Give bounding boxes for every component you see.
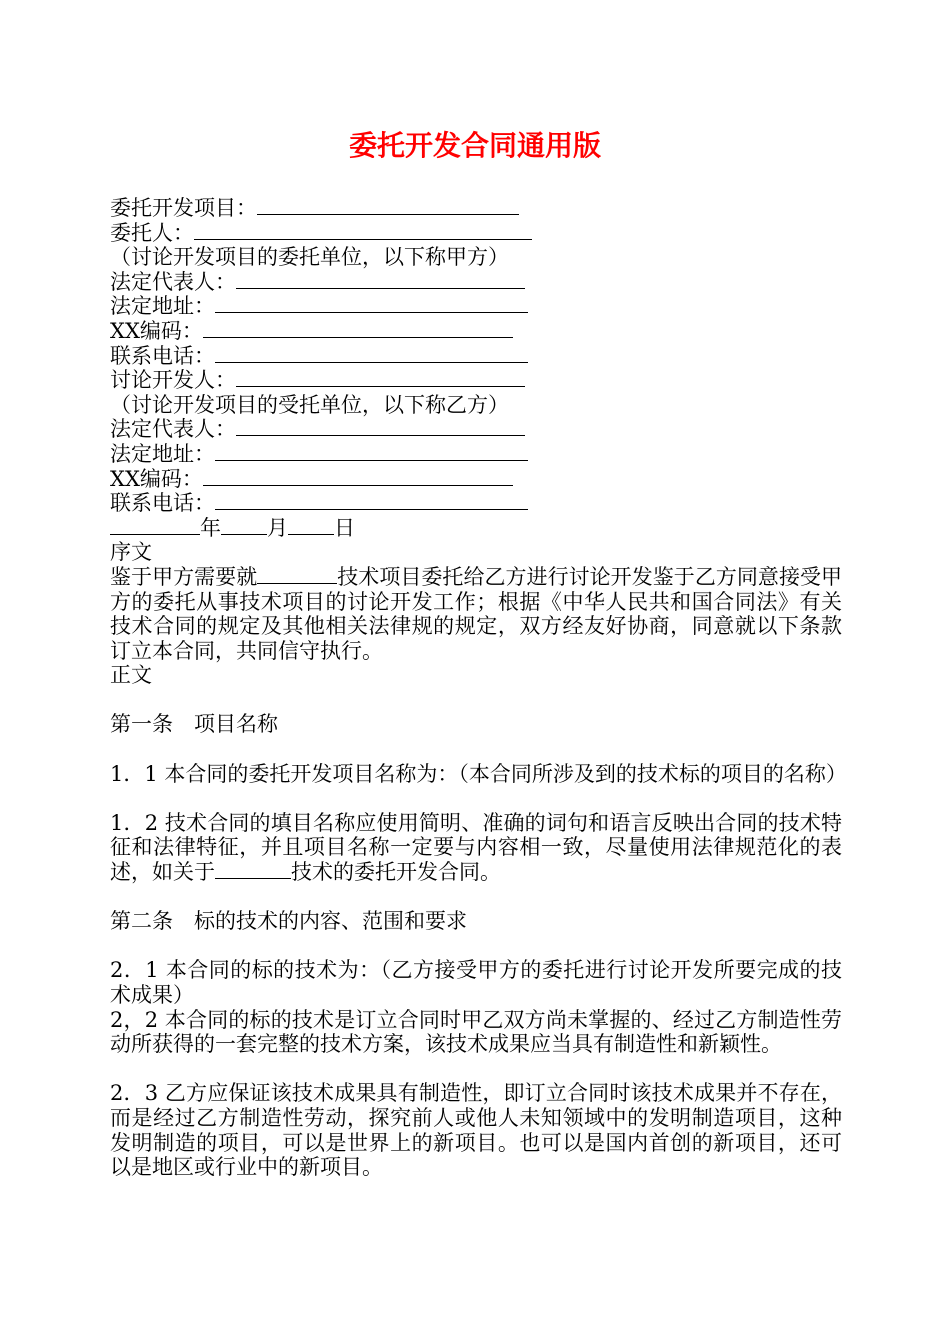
field-developer	[110, 368, 842, 393]
date-day-label: 日	[334, 515, 355, 540]
field-a-address	[110, 294, 842, 319]
blank-line	[257, 565, 337, 584]
spacer	[110, 786, 842, 811]
field-a-postcode	[110, 319, 842, 344]
field-label: 法定代表人：	[110, 269, 236, 294]
spacer	[110, 688, 842, 713]
blank-line	[203, 467, 513, 486]
field-b-phone	[110, 491, 842, 516]
document-body	[110, 196, 847, 1180]
field-label: 联系电话：	[110, 343, 215, 368]
blank-line	[236, 270, 525, 289]
field-a-phone	[110, 344, 842, 369]
blank-line	[194, 221, 532, 240]
field-label: 委托开发项目：	[110, 196, 257, 220]
field-b-representative	[110, 417, 842, 442]
blank-line	[203, 319, 513, 338]
article2-clause2: 2，2 本合同的标的技术是订立合同时甲乙双方尚未掌握的、经过乙方制造性劳动所获得的一套完整的技术方案，该技术成果应当具有制造性和新颖性。	[110, 1007, 842, 1057]
spacer	[110, 737, 842, 762]
date-month-label: 月	[267, 515, 288, 540]
spacer	[110, 1057, 842, 1082]
document-title: 委托开发合同通用版	[348, 129, 601, 162]
date-year-label: 年	[200, 515, 221, 540]
spacer	[110, 885, 842, 910]
field-b-postcode	[110, 467, 842, 492]
party-b-note: （讨论开发项目的受托单位，以下称乙方）	[110, 392, 509, 417]
preface-paragraph	[110, 565, 842, 663]
clause-text-1: 1．2 技术合同的填目名称应使用简明、准确的词句和语言反映出合同的技术特征和法律特征，并且项目名称一定要与内容相一致，尽量使用法律规范化的表述，如关于	[110, 810, 842, 885]
blank-line	[236, 368, 525, 387]
blank-line	[215, 442, 528, 461]
article2-clause1: 2．1 本合同的标的技术为：（乙方接受甲方的委托进行讨论开发所要完成的技术成果）	[110, 958, 842, 1007]
field-project	[110, 196, 842, 221]
article1-clause2	[110, 811, 842, 885]
preface-text-1: 鉴于甲方需要就	[110, 564, 258, 589]
blank-line	[215, 344, 528, 363]
date-line	[110, 516, 842, 541]
blank-line	[236, 417, 525, 436]
field-label: 委托人：	[110, 220, 194, 245]
field-label: 法定地址：	[110, 441, 215, 466]
blank-year	[110, 516, 200, 535]
clause-text-2: 技术的委托开发合同。	[291, 860, 501, 885]
blank-line	[215, 860, 291, 879]
blank-day	[288, 516, 334, 535]
field-label: 讨论开发人：	[110, 368, 236, 393]
blank-line	[215, 294, 528, 313]
field-a-representative	[110, 270, 842, 295]
blank-line	[257, 196, 519, 215]
preface-text-2: 技术项目委托给乙方进行讨论开发鉴于乙方同意接受甲方的委托从事技术项目的讨论开发工作；根据《中华人民共和国合同法》有关技术合同的规定及其他相关法律规的规定，双方经友好协商，同意就以下条款订立本合同，共同信守执行。	[110, 564, 843, 663]
field-label: XX编码：	[110, 318, 203, 343]
field-label: 联系电话：	[110, 491, 215, 516]
field-label: XX编码：	[110, 466, 203, 491]
preface-heading: 序文	[110, 540, 152, 565]
main-heading: 正文	[110, 663, 152, 688]
blank-month	[221, 516, 267, 535]
field-label: 法定地址：	[110, 294, 215, 319]
blank-line	[215, 491, 528, 510]
article1-clause1: 1．1 本合同的委托开发项目名称为：（本合同所涉及到的技术标的项目的名称）	[110, 761, 847, 786]
party-a-note: （讨论开发项目的委托单位，以下称甲方）	[110, 245, 509, 270]
field-label: 法定代表人：	[110, 417, 236, 442]
field-b-address	[110, 442, 842, 467]
field-client	[110, 221, 842, 246]
article1-heading: 第一条 项目名称	[110, 712, 278, 737]
spacer	[110, 934, 842, 959]
article2-clause3: 2．3 乙方应保证该技术成果具有制造性，即订立合同时该技术成果并不存在，而是经过乙方制造性劳动，探究前人或他人未知领域中的发明制造项目，这种发明制造的项目，可以是世界上的新项目。也可以是国内首创的新项目，还可以是地区或行业中的新项目。	[110, 1081, 842, 1180]
article2-heading: 第二条 标的技术的内容、范围和要求	[110, 909, 467, 934]
